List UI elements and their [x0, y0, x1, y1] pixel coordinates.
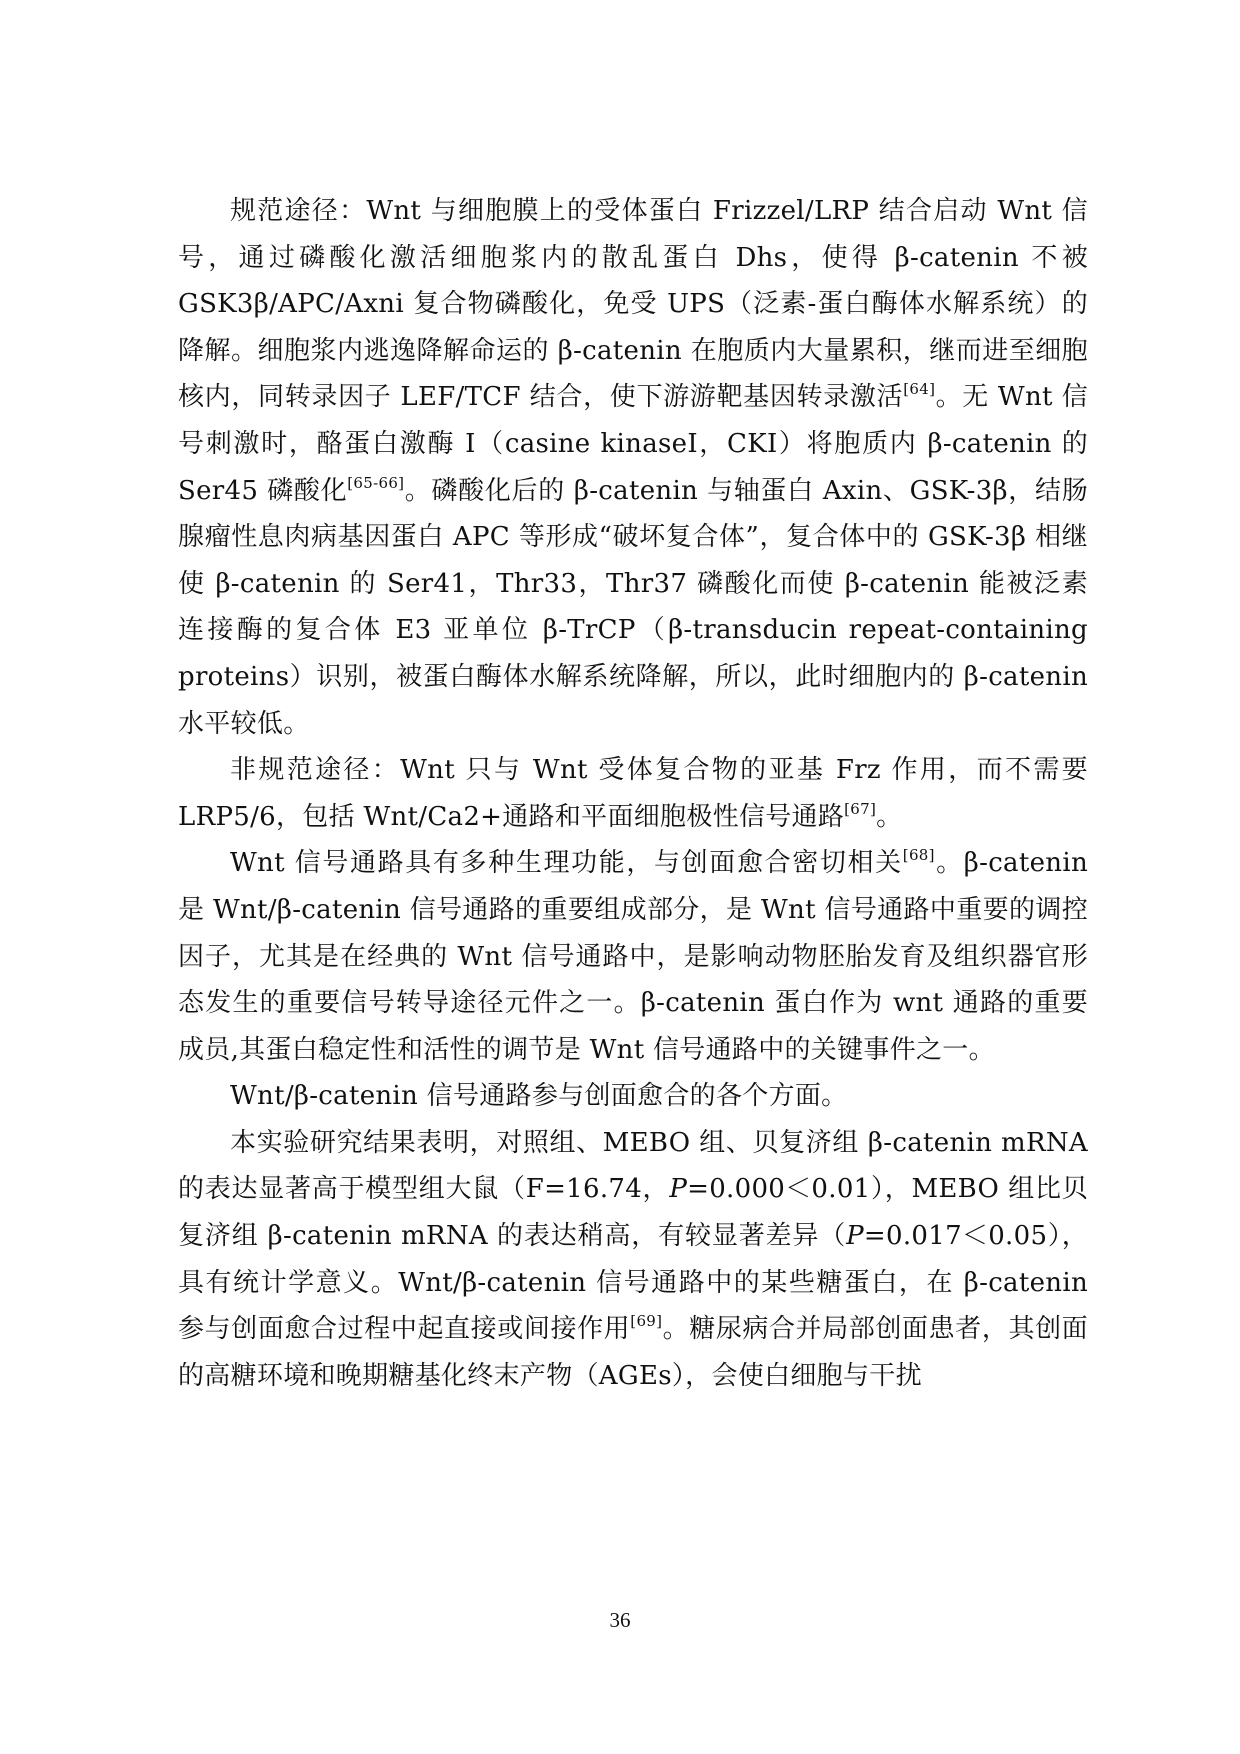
text-run: =0.000＜0.01），MEBO 组比贝复济组 β-catenin mRNA 的表达稍高，有较显著差异（	[178, 1174, 1088, 1252]
citation-ref: [64]	[903, 380, 936, 399]
paragraph	[178, 747, 1088, 840]
text-run: 。磷酸化后的 β-catenin 与轴蛋白 Axin、GSK-3β，结肠腺瘤性息肉病基因蛋白 APC 等形成“破坏复合体”，复合体中的 GSK-3β 相继使 β-catenin 的 Ser41，Thr33，Thr37 磷酸化而使 β-catenin 能被泛素连接酶的复合体 E3 亚单位 β-TrCP（β-transducin repeat-containing proteins）识别，被蛋白酶体水解系统降解，所以，此时细胞内的 β-catenin 水平较低。	[178, 475, 1088, 739]
text-run: Wnt 信号通路具有多种生理功能，与创面愈合密切相关	[230, 848, 903, 879]
text-run: Wnt/β-catenin 信号通路参与创面愈合的各个方面。	[230, 1081, 848, 1112]
text-run: =0.017＜0.05），具有统计学意义。Wnt/β-catenin 信号通路中的某些糖蛋白，在 β-catenin 参与创面愈合过程中起直接或间接作用	[178, 1221, 1088, 1345]
citation-ref: [65-66]	[347, 473, 405, 492]
citation-ref: [67]	[844, 799, 877, 818]
italic-symbol: P	[846, 1221, 864, 1252]
text-run: 。β-catenin 是 Wnt/β-catenin 信号通路的重要组成部分，是 Wnt 信号通路中重要的调控因子，尤其是在经典的 Wnt 信号通路中，是影响动物胚胎发育及组织器官形态发生的重要信号转导途径元件之一。β-catenin 蛋白作为 wnt 通路的重要成员,其蛋白稳定性和活性的调节是 Wnt 信号通路中的关键事件之一。	[178, 848, 1088, 1065]
paragraph	[178, 188, 1088, 747]
text-run: 。	[876, 801, 903, 832]
text-run: 。无 Wnt 信号刺激时，酪蛋白激酶 I（casine kinaseI，CKI）将胞质内 β-catenin 的 Ser45 磷酸化	[178, 382, 1088, 506]
citation-ref: [69]	[630, 1312, 663, 1330]
page-number: 36	[609, 1608, 631, 1632]
text-run: 非规范途径：Wnt 只与 Wnt 受体复合物的亚基 Frz 作用，而不需要 LRP5/6，包括 Wnt/Ca2+通路和平面细胞极性信号通路	[178, 755, 1088, 832]
body-text	[178, 188, 1088, 1399]
paragraph	[178, 1120, 1088, 1400]
paragraph	[178, 1073, 1088, 1120]
citation-ref: [68]	[902, 846, 935, 865]
text-run: 规范途径：Wnt 与细胞膜上的受体蛋白 Frizzel/LRP 结合启动 Wnt 信号，通过磷酸化激活细胞浆内的散乱蛋白 Dhs，使得 β-catenin 不被 GSK3β/APC/Axni 复合物磷酸化，免受 UPS（泛素-蛋白酶体水解系统）的降解。细胞浆内逃逸降解命运的 β-catenin 在胞质内大量累积，继而进至细胞核内，同转录因子 LEF/TCF 结合，使下游游靶基因转录激活	[178, 196, 1088, 413]
paragraph	[178, 840, 1088, 1073]
text-run: 。糖尿病合并局部创面患者，其创面的高糖环境和晚期糖基化终末产物（AGEs），会使白细胞与干扰	[178, 1314, 1088, 1391]
italic-symbol: P	[669, 1174, 688, 1205]
text-run: 本实验研究结果表明，对照组、MEBO 组、贝复济组 β-catenin mRNA 的表达显著高于模型组大鼠（F=16.74，	[178, 1127, 1088, 1205]
